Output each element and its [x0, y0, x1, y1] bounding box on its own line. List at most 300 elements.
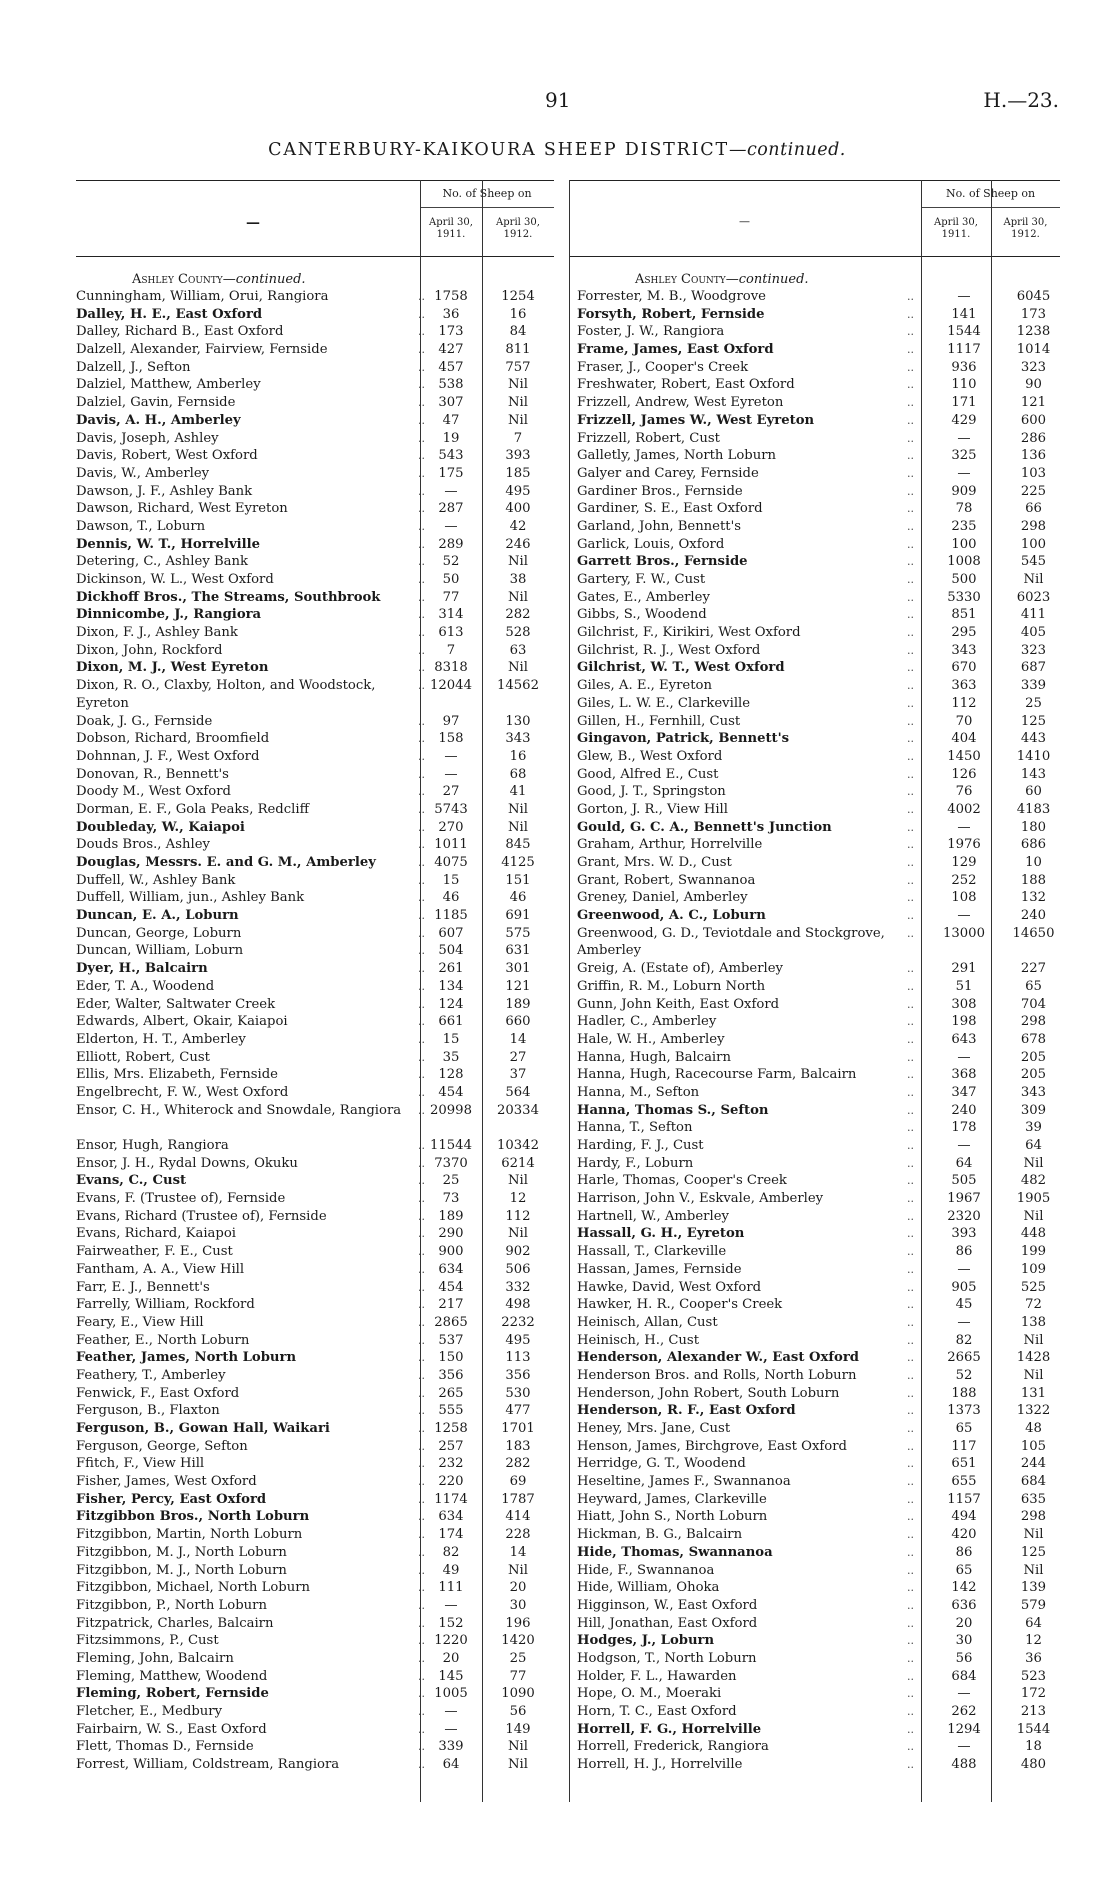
sheep-1911: 46: [442, 890, 460, 906]
sheep-1911: —: [957, 465, 971, 481]
sheep-1911: 86: [955, 1544, 973, 1560]
table-row: Hodges, J., Loburn .. 30 12: [577, 1632, 1060, 1650]
sheep-1911: 613: [438, 625, 464, 641]
holder-name: Dawson, J. F., Ashley Bank: [76, 483, 253, 499]
holder-name: Cunningham, William, Orui, Rangiora: [76, 289, 329, 304]
holder-name: Fitzgibbon, Martin, North Loburn: [76, 1527, 303, 1543]
sheep-1912: 286: [1020, 430, 1047, 446]
sheep-1912: Nil: [1023, 1332, 1044, 1348]
sheep-1912: 902: [505, 1244, 531, 1260]
table-row: Henderson, Alexander W., East Oxford .. 2665 1428: [577, 1349, 1060, 1367]
sheep-1911: —: [957, 289, 971, 304]
sheep-1912: Nil: [1023, 1367, 1044, 1383]
sheep-1912: 686: [1020, 837, 1047, 853]
sheep-1911: 126: [951, 766, 977, 782]
holder-name: Gates, E., Amberley: [577, 589, 710, 605]
holder-name: Dixon, R. O., Claxby, Holton, and Woodstock, Eyreton: [76, 678, 376, 711]
sheep-1911: 643: [951, 1031, 977, 1047]
sheep-1912: 105: [1020, 1438, 1047, 1454]
sheep-1912: 199: [1020, 1244, 1047, 1260]
header-dash: —: [246, 215, 260, 231]
sheep-1912: 10: [1025, 855, 1042, 870]
sheep-1911: 393: [951, 1226, 977, 1242]
sheep-1912: 343: [505, 731, 531, 747]
sheep-1911: 82: [955, 1332, 973, 1348]
holder-name: Engelbrecht, F. W., West Oxford: [76, 1084, 289, 1100]
sheep-1911: 65: [955, 1562, 973, 1578]
holder-name: Hawke, David, West Oxford: [577, 1279, 762, 1295]
sheep-1911: 158: [438, 731, 464, 747]
sheep-1911: 173: [438, 324, 464, 340]
sheep-1912: 25: [1025, 695, 1042, 711]
holder-name: Grant, Mrs. W. D., Cust: [577, 855, 732, 870]
table-row: Garland, John, Bennett's .. 235 298: [577, 518, 1060, 536]
holder-name: Fisher, Percy, East Oxford: [76, 1491, 267, 1507]
holder-name: Garland, John, Bennett's: [577, 518, 741, 534]
sheep-1912: 225: [1020, 483, 1047, 499]
table-row: Heseltine, James F., Swannanoa .. 655 684: [577, 1473, 1060, 1491]
sheep-1911: —: [444, 483, 458, 499]
sheep-1912: 282: [505, 1456, 531, 1472]
sheep-1912: 41: [509, 784, 527, 800]
table-row: Heinisch, Allan, Cust .. — 138: [577, 1314, 1060, 1332]
holder-name: Ensor, Hugh, Rangiora: [76, 1138, 229, 1154]
table-row: Hanna, Thomas S., Sefton .. 240 309: [577, 1102, 1060, 1120]
table-row: Gunn, John Keith, East Oxford .. 308 704: [577, 996, 1060, 1014]
holder-name: Davis, Joseph, Ashley: [76, 430, 219, 446]
sheep-1912: 125: [1020, 713, 1047, 729]
holder-name: Fairbairn, W. S., East Oxford: [76, 1721, 267, 1737]
sheep-1912: 113: [505, 1350, 531, 1366]
sheep-1912: Nil: [508, 1739, 528, 1755]
holder-name: Duncan, George, Loburn: [76, 925, 242, 941]
table-row: Dixon, R. O., Claxby, Holton, and Woodstock, Eyreton .. 12044 14562: [76, 677, 554, 712]
table-row: Gilchrist, R. J., West Oxford .. 343 323: [577, 642, 1060, 660]
sheep-1912: 495: [505, 1332, 531, 1348]
sheep-1912: 103: [1020, 465, 1047, 481]
holder-name: Gorton, J. R., View Hill: [577, 801, 728, 817]
holder-name: Hadler, C., Amberley: [577, 1014, 717, 1030]
sheep-1912: 183: [505, 1438, 531, 1454]
table-row: Dixon, M. J., West Eyreton .. 8318 Nil: [76, 659, 554, 677]
sheep-1911: 488: [951, 1757, 977, 1773]
sheep-1912: 16: [509, 306, 527, 322]
sheep-1911: 347: [951, 1084, 977, 1100]
table-header: [569, 180, 1060, 257]
sheep-1912: 27: [509, 1049, 527, 1065]
holder-name: Hope, O. M., Moeraki: [577, 1686, 722, 1702]
sheep-1911: 1011: [434, 837, 468, 853]
table-row: Fitzgibbon, Michael, North Loburn .. 111 20: [76, 1579, 554, 1597]
sheep-1912: 495: [505, 483, 531, 499]
table-row: Evans, Richard, Kaiapoi .. 290 Nil: [76, 1225, 554, 1243]
table-row: Gardiner, S. E., East Oxford .. 78 66: [577, 500, 1060, 518]
table-row: Fitzgibbon Bros., North Loburn .. 634 414: [76, 1508, 554, 1526]
sheep-1911: 11544: [430, 1138, 472, 1154]
sheep-1912: Nil: [1023, 572, 1044, 587]
sheep-1912: 42: [509, 518, 527, 534]
holder-name: Feather, James, North Loburn: [76, 1350, 297, 1366]
sheep-1911: 368: [951, 1067, 977, 1083]
table-row: Galletly, James, North Loburn .. 325 136: [577, 447, 1060, 465]
holder-name: Elliott, Robert, Cust: [76, 1049, 210, 1065]
sheep-1911: 607: [438, 925, 464, 941]
table-row: Hanna, Hugh, Balcairn .. — 205: [577, 1049, 1060, 1067]
table-row: Grant, Mrs. W. D., Cust .. 129 10: [577, 854, 1060, 872]
table-row: Forrester, M. B., Woodgrove .. — 6045: [577, 288, 1060, 306]
sheep-1911: 65: [955, 1421, 973, 1437]
holder-name: Galyer and Carey, Fernside: [577, 465, 759, 481]
holder-name: Graham, Arthur, Horrelville: [577, 837, 763, 853]
sheep-1911: 189: [438, 1208, 464, 1224]
sheep-1912: 100: [1020, 536, 1047, 552]
sheep-1911: 454: [438, 1084, 464, 1100]
table-row: Dawson, Richard, West Eyreton .. 287 400: [76, 500, 554, 518]
sheep-1911: 64: [955, 1155, 973, 1171]
sheep-1911: 5743: [434, 801, 468, 817]
sheep-1911: 1758: [434, 289, 468, 304]
sheep-1912: 180: [1020, 819, 1047, 835]
sheep-1911: 500: [951, 572, 977, 587]
holder-name: Dawson, Richard, West Eyreton: [76, 501, 288, 517]
table-row: Doubleday, W., Kaiapoi .. 270 Nil: [76, 819, 554, 837]
left-column: [76, 180, 554, 1802]
sheep-1911: 15: [442, 872, 460, 888]
table-row: Cunningham, William, Orui, Rangiora .. 1758 1254: [76, 288, 554, 306]
holder-name: Dalziel, Matthew, Amberley: [76, 377, 261, 393]
sheep-1911: 339: [438, 1739, 464, 1755]
holder-name: Detering, C., Ashley Bank: [76, 554, 249, 570]
sheep-1912: 757: [505, 359, 531, 375]
sheep-1912: 482: [1020, 1173, 1047, 1189]
sheep-1911: 356: [438, 1367, 464, 1383]
holder-name: Hodgson, T., North Loburn: [577, 1650, 757, 1666]
holder-name: Fitzgibbon, Michael, North Loburn: [76, 1580, 311, 1596]
sheep-1912: Nil: [508, 395, 528, 411]
holder-name: Frizzell, Robert, Cust: [577, 430, 720, 446]
holder-name: Hiatt, John S., North Loburn: [577, 1509, 768, 1525]
holder-name: Heinisch, Allan, Cust: [577, 1314, 718, 1330]
sheep-1912: 63: [509, 642, 527, 658]
table-row: Dobson, Richard, Broomfield .. 158 343: [76, 730, 554, 748]
table-row: Dalzell, J., Sefton .. 457 757: [76, 359, 554, 377]
sheep-1911: 129: [951, 855, 977, 870]
holder-name: Hanna, Thomas S., Sefton: [577, 1102, 769, 1118]
sheep-1911: 45: [955, 1297, 973, 1313]
holder-name: Dalley, H. E., East Oxford: [76, 306, 263, 322]
table-row: Heinisch, H., Cust .. 82 Nil: [577, 1332, 1060, 1350]
sheep-1911: 51: [955, 978, 973, 994]
holder-name: Duffell, William, jun., Ashley Bank: [76, 890, 305, 906]
table-row: Dalley, Richard B., East Oxford .. 173 84: [76, 323, 554, 341]
sheep-1911: 651: [951, 1456, 977, 1472]
sheep-1912: 298: [1020, 1014, 1047, 1030]
sheep-1912: 691: [505, 908, 531, 924]
table-row: Hide, F., Swannanoa .. 65 Nil: [577, 1562, 1060, 1580]
sheep-1911: 538: [438, 377, 464, 393]
sheep-1912: 323: [1020, 642, 1047, 658]
table-row: Fleming, Robert, Fernside .. 1005 1090: [76, 1685, 554, 1703]
sheep-1912: 109: [1020, 1261, 1047, 1277]
holder-name: Dalziel, Gavin, Fernside: [76, 395, 236, 411]
holder-name: Ferguson, B., Flaxton: [76, 1403, 220, 1419]
holder-name: Harrison, John V., Eskvale, Amberley: [577, 1191, 824, 1207]
sheep-1911: 289: [438, 536, 464, 552]
sheep-1911: 15: [442, 1031, 460, 1047]
table-row: Edwards, Albert, Okair, Kaiapoi .. 661 660: [76, 1013, 554, 1031]
sheep-1911: 73: [442, 1191, 460, 1207]
holder-name: Frizzell, Andrew, West Eyreton: [577, 395, 784, 411]
sheep-1912: 393: [505, 448, 531, 464]
sheep-1912: 227: [1020, 961, 1047, 977]
holder-name: Duffell, W., Ashley Bank: [76, 872, 236, 888]
holder-name: Horrell, H. J., Horrelville: [577, 1757, 743, 1773]
sheep-1911: 905: [951, 1279, 977, 1295]
sheep-1912: 704: [1020, 996, 1047, 1012]
holder-name: Giles, L. W. E., Clarkeville: [577, 695, 751, 711]
sheep-1911: 634: [438, 1261, 464, 1277]
table-row: Dyer, H., Balcairn .. 261 301: [76, 960, 554, 978]
sheep-1911: 134: [438, 978, 464, 994]
sheep-1912: 660: [505, 1014, 531, 1030]
sheep-1911: 171: [951, 395, 977, 411]
sheep-1912: 121: [505, 978, 531, 994]
table-row: Fitzgibbon, M. J., North Loburn .. 82 14: [76, 1544, 554, 1562]
sheep-1911: 429: [951, 412, 977, 428]
sheep-1911: 325: [951, 448, 977, 464]
sheep-1912: 631: [505, 943, 531, 959]
holder-name: Hartnell, W., Amberley: [577, 1208, 729, 1224]
holder-name: Fleming, Robert, Fernside: [76, 1686, 269, 1702]
holder-name: Doody M., West Oxford: [76, 784, 231, 800]
table-row: Fitzgibbon, Martin, North Loburn .. 174 228: [76, 1526, 554, 1544]
holder-name: Dawson, T., Loburn: [76, 518, 206, 534]
holder-name: Gilchrist, F., Kirikiri, West Oxford: [577, 625, 801, 641]
table-row: Ferguson, George, Sefton .. 257 183: [76, 1438, 554, 1456]
sheep-1911: 909: [951, 483, 977, 499]
sheep-1911: 52: [955, 1367, 973, 1383]
header-dash: —: [739, 215, 750, 228]
sheep-1911: 1544: [947, 324, 981, 340]
holder-name: Ellis, Mrs. Elizabeth, Fernside: [76, 1067, 278, 1083]
holder-name: Horrell, F. G., Horrelville: [577, 1721, 762, 1737]
sheep-1911: 4075: [434, 855, 468, 871]
sheep-1912: 298: [1020, 518, 1047, 534]
sheep-1912: 149: [505, 1721, 531, 1737]
table-row: Fisher, Percy, East Oxford .. 1174 1787: [76, 1491, 554, 1509]
holder-name: Gunn, John Keith, East Oxford: [577, 996, 780, 1012]
sheep-1911: —: [957, 1261, 971, 1277]
sheep-1911: —: [957, 1138, 971, 1154]
table-row: Ferguson, B., Flaxton .. 555 477: [76, 1402, 554, 1420]
sheep-1912: 1544: [1016, 1721, 1051, 1737]
holder-name: Gould, G. C. A., Bennett's Junction: [577, 819, 832, 835]
sheep-1911: 670: [951, 660, 977, 676]
sheep-1912: 68: [509, 766, 527, 782]
table-row: Harrison, John V., Eskvale, Amberley .. 1967 1905: [577, 1190, 1060, 1208]
sheep-1911: 504: [438, 943, 464, 959]
sheep-1912: 84: [509, 324, 527, 340]
sheep-1911: 1157: [947, 1491, 981, 1507]
holder-name: Hassall, G. H., Eyreton: [577, 1226, 745, 1242]
page-title: [0, 140, 1114, 160]
sheep-1912: 400: [505, 501, 531, 517]
sheep-1912: 6214: [501, 1155, 535, 1171]
table-row: Dalziel, Matthew, Amberley .. 538 Nil: [76, 376, 554, 394]
table-row: Dohnnan, J. F., West Oxford .. — 16: [76, 748, 554, 766]
holder-name: Henderson Bros. and Rolls, North Loburn: [577, 1367, 857, 1383]
holder-name: Garlick, Louis, Oxford: [577, 536, 725, 552]
holder-name: Foster, J. W., Rangiora: [577, 324, 725, 340]
holder-name: Henderson, R. F., East Oxford: [577, 1403, 796, 1419]
date-header-1912: April 30, 1912.: [496, 217, 540, 240]
table-row: Donovan, R., Bennett's .. — 68: [76, 766, 554, 784]
table-row: Dawson, J. F., Ashley Bank .. — 495: [76, 483, 554, 501]
sheep-1912: 18: [1025, 1739, 1042, 1755]
table-row: Davis, W., Amberley .. 175 185: [76, 465, 554, 483]
sheep-1911: 427: [438, 342, 464, 358]
table-row: Harle, Thomas, Cooper's Creek .. 505 482: [577, 1172, 1060, 1190]
sheep-1912: 687: [1020, 660, 1047, 676]
holder-name: Evans, Richard (Trustee of), Fernside: [76, 1208, 327, 1224]
sheep-1912: Nil: [1023, 1527, 1044, 1543]
holder-name: Forrest, William, Coldstream, Rangiora: [76, 1757, 340, 1773]
holder-name: Hodges, J., Loburn: [577, 1633, 715, 1649]
sheep-1911: 12044: [430, 678, 472, 694]
table-row: Ensor, J. H., Rydal Downs, Okuku .. 7370 6214: [76, 1155, 554, 1173]
sheep-1912: 530: [505, 1385, 531, 1401]
sheep-1912: 6045: [1016, 289, 1051, 304]
sheep-1912: 684: [1020, 1474, 1047, 1490]
sheep-1911: 2665: [947, 1350, 981, 1366]
sheep-1911: 108: [951, 890, 977, 906]
holder-name: Fraser, J., Cooper's Creek: [577, 359, 749, 375]
holder-name: Evans, C., Cust: [76, 1173, 187, 1189]
table-row: Eder, T. A., Woodend .. 134 121: [76, 978, 554, 996]
table-row: Hale, W. H., Amberley .. 643 678: [577, 1031, 1060, 1049]
table-row: Fairweather, F. E., Cust .. 900 902: [76, 1243, 554, 1261]
sheep-1912: 1420: [501, 1633, 535, 1649]
table-row: Dennis, W. T., Horrelville .. 289 246: [76, 536, 554, 554]
sheep-1911: —: [957, 1314, 971, 1330]
holder-name: Herridge, G. T., Woodend: [577, 1456, 746, 1472]
holder-name: Fitzsimmons, P., Cust: [76, 1633, 219, 1649]
holder-name: Ensor, C. H., Whiterock and Snowdale, Rangiora: [76, 1102, 402, 1118]
holder-name: Fitzgibbon Bros., North Loburn: [76, 1509, 310, 1525]
sheep-1911: —: [957, 908, 971, 924]
sheep-1912: Nil: [508, 377, 528, 393]
holder-name: Hanna, T., Sefton: [577, 1120, 693, 1136]
sheep-1911: 178: [951, 1120, 977, 1136]
sheep-1912: 244: [1020, 1456, 1047, 1472]
sheep-1911: 5330: [947, 589, 981, 605]
date-header-1911: April 30, 1911.: [934, 217, 978, 240]
holder-name: Fletcher, E., Medbury: [76, 1704, 223, 1720]
holder-name: Elderton, H. T., Amberley: [76, 1031, 246, 1047]
sheep-1911: 82: [442, 1544, 460, 1560]
sheep-1912: 811: [505, 342, 531, 358]
sheep-1912: 20: [509, 1580, 527, 1596]
holder-name: Farr, E. J., Bennett's: [76, 1279, 210, 1295]
table-row: Hawker, H. R., Cooper's Creek .. 45 72: [577, 1296, 1060, 1314]
table-row: Duncan, E. A., Loburn .. 1185 691: [76, 907, 554, 925]
table-row: Henderson, R. F., East Oxford .. 1373 1322: [577, 1402, 1060, 1420]
holder-name: Gillen, H., Fernhill, Cust: [577, 713, 741, 729]
table-row: Hanna, Hugh, Racecourse Farm, Balcairn .. 368 205: [577, 1066, 1060, 1084]
sheep-1911: 494: [951, 1509, 977, 1525]
sheep-1912: Nil: [508, 1757, 528, 1773]
holder-name: Douglas, Messrs. E. and G. M., Amberley: [76, 855, 376, 871]
sheep-1911: 555: [438, 1403, 464, 1419]
sheep-1912: 173: [1020, 306, 1047, 322]
table-row: Foster, J. W., Rangiora .. 1544 1238: [577, 323, 1060, 341]
holder-name: Dorman, E. F., Gola Peaks, Redcliff: [76, 801, 309, 817]
sheep-1912: 411: [1020, 607, 1047, 623]
holder-name: Hawker, H. R., Cooper's Creek: [577, 1297, 783, 1313]
sheep-1912: 579: [1020, 1597, 1047, 1613]
table-row: Doody M., West Oxford .. 27 41: [76, 783, 554, 801]
sheep-1912: Nil: [508, 554, 528, 570]
sheep-1911: 240: [951, 1102, 977, 1118]
holder-name: Harding, F. J., Cust: [577, 1138, 704, 1154]
sheep-1912: 635: [1020, 1491, 1047, 1507]
table-row: Graham, Arthur, Horrelville .. 1976 686: [577, 836, 1060, 854]
table-row: Farrelly, William, Rockford .. 217 498: [76, 1296, 554, 1314]
sheep-1911: 64: [442, 1757, 460, 1773]
holder-name: Eder, T. A., Woodend: [76, 978, 215, 994]
table-row: Greney, Daniel, Amberley .. 108 132: [577, 889, 1060, 907]
sheep-1912: 7: [513, 430, 523, 446]
holder-name: Hanna, M., Sefton: [577, 1084, 700, 1100]
holder-name: Ferguson, George, Sefton: [76, 1438, 248, 1454]
sheep-1911: 505: [951, 1173, 977, 1189]
sheep-1912: 528: [505, 625, 531, 641]
table-row: Flett, Thomas D., Fernside .. 339 Nil: [76, 1738, 554, 1756]
document-code: H.—23.: [983, 88, 1059, 112]
holder-name: Henderson, Alexander W., East Oxford: [577, 1350, 859, 1366]
sheep-1911: 257: [438, 1438, 464, 1454]
holder-name: Heinisch, H., Cust: [577, 1332, 699, 1348]
sheep-1912: 172: [1020, 1686, 1047, 1702]
sheep-1912: 1410: [1016, 748, 1051, 764]
holder-name: Galletly, James, North Loburn: [577, 448, 777, 464]
table-row: Eder, Walter, Saltwater Creek .. 124 189: [76, 996, 554, 1014]
holder-name: Heyward, James, Clarkeville: [577, 1491, 767, 1507]
sheep-1912: 498: [505, 1297, 531, 1313]
sheep-1911: 20998: [430, 1102, 472, 1118]
holder-name: Heseltine, James F., Swannanoa: [577, 1474, 791, 1490]
table-row: Hartnell, W., Amberley .. 2320 Nil: [577, 1208, 1060, 1226]
sheep-1912: 121: [1020, 395, 1047, 411]
sheep-1912: 246: [505, 536, 531, 552]
sheep-1911: 1258: [434, 1421, 468, 1437]
sheep-1912: 343: [1020, 1084, 1047, 1100]
sheep-1912: 189: [505, 996, 531, 1012]
sheep-1911: 76: [955, 784, 973, 800]
sheep-1911: 1967: [947, 1191, 981, 1207]
table-row: Elliott, Robert, Cust .. 35 27: [76, 1049, 554, 1067]
sheep-1912: 196: [505, 1615, 531, 1631]
table-row: Douglas, Messrs. E. and G. M., Amberley .. 4075 4125: [76, 854, 554, 872]
table-row: Frizzell, Robert, Cust .. — 286: [577, 430, 1060, 448]
sheep-1911: 287: [438, 501, 464, 517]
sheep-1911: 1294: [947, 1721, 981, 1737]
sheep-1912: 1090: [501, 1686, 535, 1702]
sheep-1911: 13000: [943, 925, 985, 941]
holder-name: Hanna, Hugh, Racecourse Farm, Balcairn: [577, 1067, 857, 1083]
sheep-1912: 10342: [497, 1138, 539, 1154]
table-row: Dalzell, Alexander, Fairview, Fernside .. 427 811: [76, 341, 554, 359]
